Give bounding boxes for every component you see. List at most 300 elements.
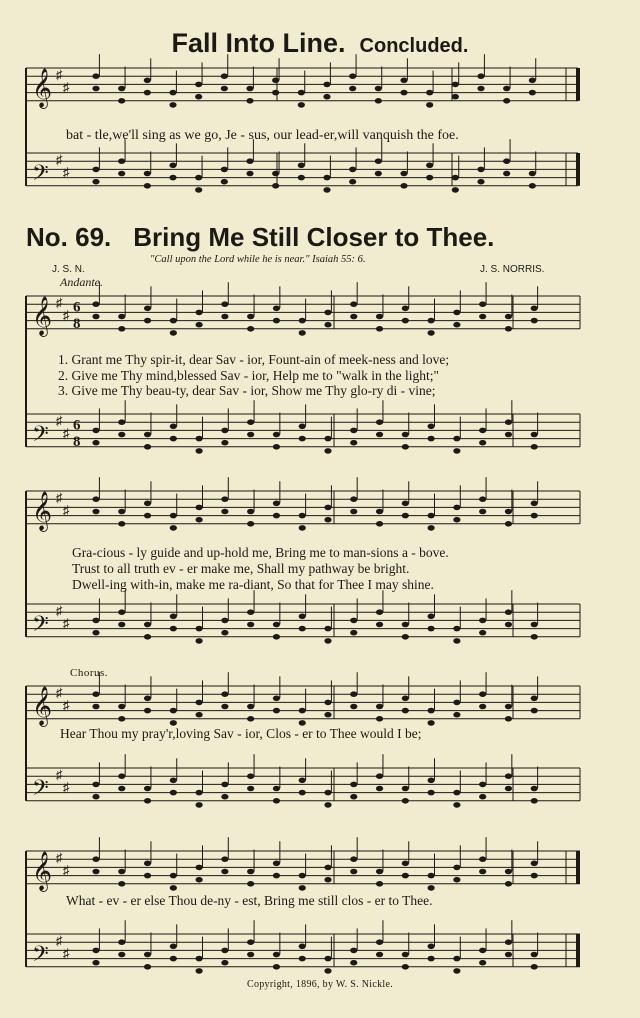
chorus-line2: What - ev - er else Thou de-ny - est, Bring me still clos - er to Thee. [66, 893, 433, 908]
notehead [196, 505, 203, 511]
notehead [350, 301, 357, 307]
notehead [531, 444, 538, 450]
notehead [92, 704, 99, 710]
notehead [324, 638, 331, 644]
notehead [453, 865, 460, 871]
notehead [428, 778, 435, 784]
notehead [324, 448, 331, 454]
notehead [505, 509, 512, 515]
notehead [221, 948, 228, 954]
notehead [118, 786, 125, 792]
notehead [196, 790, 203, 796]
notehead [118, 939, 125, 945]
notehead [169, 90, 176, 96]
notehead [505, 952, 512, 958]
notehead [453, 956, 460, 962]
notehead [505, 609, 512, 615]
notehead [376, 509, 383, 515]
notehead [144, 952, 151, 958]
notehead [479, 794, 486, 800]
notehead [298, 175, 305, 181]
notehead [400, 90, 407, 96]
notehead [376, 622, 383, 628]
verse3-line2: Dwell-ing with-in, make me ra-diant, So that for Thee I may shine. [72, 577, 434, 592]
notehead [376, 314, 383, 320]
notehead [505, 881, 512, 887]
sharp-icon: ♯ [56, 152, 63, 168]
bass-clef-icon: 𝄢 [32, 611, 49, 642]
notehead [299, 626, 306, 632]
notehead [531, 696, 538, 702]
notehead [531, 306, 538, 312]
notehead [503, 98, 510, 104]
notehead [299, 330, 306, 336]
notehead [299, 873, 306, 879]
notehead [350, 630, 357, 636]
notehead [92, 301, 99, 307]
hymn-title: Bring Me Still Closer to Thee. [133, 222, 495, 252]
notehead [323, 175, 330, 181]
notehead [196, 802, 203, 808]
notehead [426, 175, 433, 181]
notehead [170, 436, 177, 442]
notehead [247, 622, 254, 628]
notehead [375, 171, 382, 177]
notehead [195, 175, 202, 181]
notehead [299, 708, 306, 714]
sharp-icon: ♯ [56, 850, 63, 866]
notehead [350, 618, 357, 624]
notehead [350, 948, 357, 954]
notehead [221, 301, 228, 307]
top-subtitle: Concluded. [359, 35, 469, 57]
notehead [400, 183, 407, 189]
notehead [531, 513, 538, 519]
notehead [247, 773, 254, 779]
notehead [452, 94, 459, 100]
bass-clef-icon: 𝄢 [32, 775, 49, 806]
notehead [350, 794, 357, 800]
notehead [170, 873, 177, 879]
notehead [376, 521, 383, 527]
notehead [428, 424, 435, 430]
notehead [272, 78, 279, 84]
notehead [376, 326, 383, 332]
notehead [196, 638, 203, 644]
notehead [479, 782, 486, 788]
notehead [376, 419, 383, 425]
notehead [323, 94, 330, 100]
notehead [376, 704, 383, 710]
notehead [196, 448, 203, 454]
notehead [247, 609, 254, 615]
notehead [118, 881, 125, 887]
notehead [428, 614, 435, 620]
verse2-line1: 2. Give me Thy mind,blessed Sav - ior, Help me to "walk in the light;" [58, 368, 440, 383]
notehead [170, 330, 177, 336]
notehead [453, 322, 460, 328]
notehead [376, 952, 383, 958]
notehead [169, 175, 176, 181]
notehead [298, 90, 305, 96]
notehead [144, 634, 151, 640]
sharp-icon: ♯ [63, 425, 70, 441]
notehead [479, 440, 486, 446]
notehead [375, 158, 382, 164]
notehead [221, 509, 228, 515]
notehead [350, 704, 357, 710]
notehead [477, 73, 484, 79]
notehead [118, 158, 125, 164]
notehead [349, 73, 356, 79]
notehead [144, 318, 151, 324]
notehead [402, 873, 409, 879]
notehead [402, 861, 409, 867]
hymn-heading [26, 222, 494, 253]
verse1-line1: 1. Grant me Thy spir-it, dear Sav - ior, Fount-ain of meek-ness and love; [58, 352, 450, 367]
notehead [479, 948, 486, 954]
notehead [428, 436, 435, 442]
notehead [324, 700, 331, 706]
notehead [273, 873, 280, 879]
notehead [144, 171, 151, 177]
notehead [531, 861, 538, 867]
notehead [299, 885, 306, 891]
notehead [273, 786, 280, 792]
notehead [529, 78, 536, 84]
notehead [402, 432, 409, 438]
notehead [273, 964, 280, 970]
notehead [505, 773, 512, 779]
notehead [246, 158, 253, 164]
notehead [428, 708, 435, 714]
notehead [479, 496, 486, 502]
notehead [453, 712, 460, 718]
notehead [247, 419, 254, 425]
notehead [505, 786, 512, 792]
notehead [272, 171, 279, 177]
notehead [118, 86, 125, 92]
notehead [350, 428, 357, 434]
notehead [144, 873, 151, 879]
notehead [221, 782, 228, 788]
notehead [350, 691, 357, 697]
notehead [247, 869, 254, 875]
notehead [350, 869, 357, 875]
notehead [299, 778, 306, 784]
notehead [453, 700, 460, 706]
top-lyric: bat - tle,we'll sing as we go, Je - sus, our lead-er,will vanquish the foe. [66, 128, 459, 143]
notehead [196, 322, 203, 328]
notehead [479, 509, 486, 515]
notehead [273, 432, 280, 438]
top-title-text: Fall Into Line. [171, 28, 346, 58]
notehead [92, 314, 99, 320]
tempo-marking: Andante. [60, 275, 103, 289]
notehead [531, 318, 538, 324]
notehead [324, 436, 331, 442]
notehead [479, 428, 486, 434]
notehead [324, 322, 331, 328]
notehead [350, 509, 357, 515]
notehead [479, 691, 486, 697]
notehead [196, 517, 203, 523]
time-signature-top: 6 [73, 417, 81, 434]
notehead [196, 626, 203, 632]
notehead [169, 102, 176, 108]
notehead [479, 704, 486, 710]
notehead [426, 163, 433, 169]
notehead [531, 873, 538, 879]
notehead [376, 869, 383, 875]
notehead [324, 956, 331, 962]
sharp-icon: ♯ [56, 490, 63, 506]
notehead [273, 513, 280, 519]
notehead [453, 310, 460, 316]
notehead [376, 773, 383, 779]
notehead [144, 90, 151, 96]
notehead [531, 798, 538, 804]
notehead [505, 419, 512, 425]
notehead [298, 102, 305, 108]
notehead [324, 517, 331, 523]
notehead [400, 78, 407, 84]
notehead [299, 513, 306, 519]
notehead [402, 708, 409, 714]
time-signature-bottom: 8 [73, 315, 81, 332]
notehead [170, 513, 177, 519]
notehead [247, 704, 254, 710]
notehead [221, 440, 228, 446]
notehead [529, 171, 536, 177]
notehead [92, 691, 99, 697]
notehead [170, 525, 177, 531]
notehead [324, 877, 331, 883]
notehead [196, 712, 203, 718]
notehead [453, 877, 460, 883]
notehead [376, 881, 383, 887]
notehead [118, 509, 125, 515]
notehead [144, 501, 151, 507]
notehead [505, 314, 512, 320]
notehead [376, 609, 383, 615]
notehead [273, 952, 280, 958]
notehead [349, 167, 356, 173]
notehead [479, 301, 486, 307]
notehead [299, 956, 306, 962]
notehead [221, 496, 228, 502]
notehead [350, 960, 357, 966]
sharp-icon: ♯ [56, 295, 63, 311]
notehead [170, 790, 177, 796]
notehead [531, 501, 538, 507]
notehead [350, 782, 357, 788]
notehead [299, 436, 306, 442]
notehead [350, 314, 357, 320]
notehead [477, 179, 484, 185]
notehead [170, 885, 177, 891]
sharp-icon: ♯ [56, 413, 63, 429]
notehead [402, 622, 409, 628]
notehead [376, 432, 383, 438]
notehead [247, 432, 254, 438]
sharp-icon: ♯ [56, 685, 63, 701]
notehead [452, 82, 459, 88]
notehead [428, 513, 435, 519]
notehead [299, 318, 306, 324]
notehead [324, 790, 331, 796]
notehead [453, 517, 460, 523]
music-credit: J. S. NORRIS. [480, 264, 545, 275]
notehead [428, 626, 435, 632]
notehead [273, 318, 280, 324]
notehead [273, 798, 280, 804]
notehead [505, 716, 512, 722]
notehead [479, 630, 486, 636]
notehead [350, 440, 357, 446]
notehead [92, 509, 99, 515]
notehead [452, 187, 459, 193]
notehead [92, 856, 99, 862]
notehead [479, 314, 486, 320]
notehead [118, 773, 125, 779]
scripture-reference: "Call upon the Lord while he is near." Isaiah 55: 6. [150, 254, 366, 265]
notehead [323, 82, 330, 88]
notehead [118, 521, 125, 527]
notehead [195, 187, 202, 193]
notehead [428, 873, 435, 879]
notehead [246, 171, 253, 177]
notehead [92, 496, 99, 502]
notehead [402, 444, 409, 450]
notehead [531, 786, 538, 792]
notehead [144, 513, 151, 519]
chorus-line1: Hear Thou my pray'r,loving Sav - ior, Clos - er to Thee would I be; [60, 726, 422, 741]
notehead [118, 98, 125, 104]
notehead [479, 869, 486, 875]
notehead [505, 939, 512, 945]
notehead [221, 314, 228, 320]
notehead [426, 102, 433, 108]
notehead [273, 861, 280, 867]
notehead [92, 948, 99, 954]
sharp-icon: ♯ [63, 502, 70, 518]
notehead [221, 618, 228, 624]
notehead [144, 78, 151, 84]
sharp-icon: ♯ [63, 862, 70, 878]
bass-clef-icon: 𝄢 [32, 160, 49, 191]
notehead [170, 318, 177, 324]
notehead [428, 790, 435, 796]
words-credit: J. S. N. [52, 264, 85, 275]
bass-clef-icon: 𝄢 [32, 941, 49, 972]
treble-clef-icon: 𝄞 [32, 295, 53, 336]
notehead [453, 802, 460, 808]
notehead [170, 424, 177, 430]
copyright-notice: Copyright, 1896, by W. S. Nickle. [246, 979, 393, 990]
notehead [118, 314, 125, 320]
notehead [376, 716, 383, 722]
notehead [144, 786, 151, 792]
notehead [402, 964, 409, 970]
notehead [531, 964, 538, 970]
notehead [170, 708, 177, 714]
treble-clef-icon: 𝄞 [32, 67, 53, 108]
notehead [453, 436, 460, 442]
treble-clef-icon: 𝄞 [32, 685, 53, 726]
notehead [349, 86, 356, 92]
notehead [453, 790, 460, 796]
notehead [144, 696, 151, 702]
notehead [402, 318, 409, 324]
notehead [400, 171, 407, 177]
notehead [299, 790, 306, 796]
bass-clef-icon: 𝄢 [32, 421, 49, 452]
notehead [247, 509, 254, 515]
notehead [196, 436, 203, 442]
notehead [170, 614, 177, 620]
notehead [324, 310, 331, 316]
notehead [118, 609, 125, 615]
notehead [531, 708, 538, 714]
sharp-icon: ♯ [56, 767, 63, 783]
notehead [92, 440, 99, 446]
notehead [92, 618, 99, 624]
notehead [531, 622, 538, 628]
notehead [428, 318, 435, 324]
notehead [196, 700, 203, 706]
notehead [299, 720, 306, 726]
notehead [273, 622, 280, 628]
notehead [273, 696, 280, 702]
notehead [195, 82, 202, 88]
notehead [221, 167, 228, 173]
notehead [324, 712, 331, 718]
notehead [453, 626, 460, 632]
verse2-line2: Trust to all truth ev - er make me, Shall my pathway be bright. [72, 561, 410, 576]
sharp-icon: ♯ [63, 697, 70, 713]
notehead [402, 634, 409, 640]
notehead [247, 521, 254, 527]
notehead [324, 802, 331, 808]
notehead [299, 525, 306, 531]
notehead [503, 158, 510, 164]
notehead [402, 696, 409, 702]
notehead [221, 179, 228, 185]
verse1-line2: Gra-cious - ly guide and up-hold me, Bring me to man-sions a - bove. [72, 545, 449, 560]
notehead [221, 428, 228, 434]
notehead [221, 691, 228, 697]
notehead [452, 175, 459, 181]
notehead [426, 90, 433, 96]
notehead [221, 960, 228, 966]
notehead [453, 448, 460, 454]
notehead [375, 86, 382, 92]
notehead [118, 716, 125, 722]
notehead [92, 86, 99, 92]
notehead [118, 419, 125, 425]
notehead [144, 444, 151, 450]
hymn-number: No. 69. [26, 222, 112, 252]
notehead [92, 869, 99, 875]
notehead [503, 86, 510, 92]
notehead [247, 314, 254, 320]
notehead [246, 86, 253, 92]
notehead [505, 622, 512, 628]
notehead [529, 183, 536, 189]
notehead [118, 869, 125, 875]
notehead [118, 171, 125, 177]
